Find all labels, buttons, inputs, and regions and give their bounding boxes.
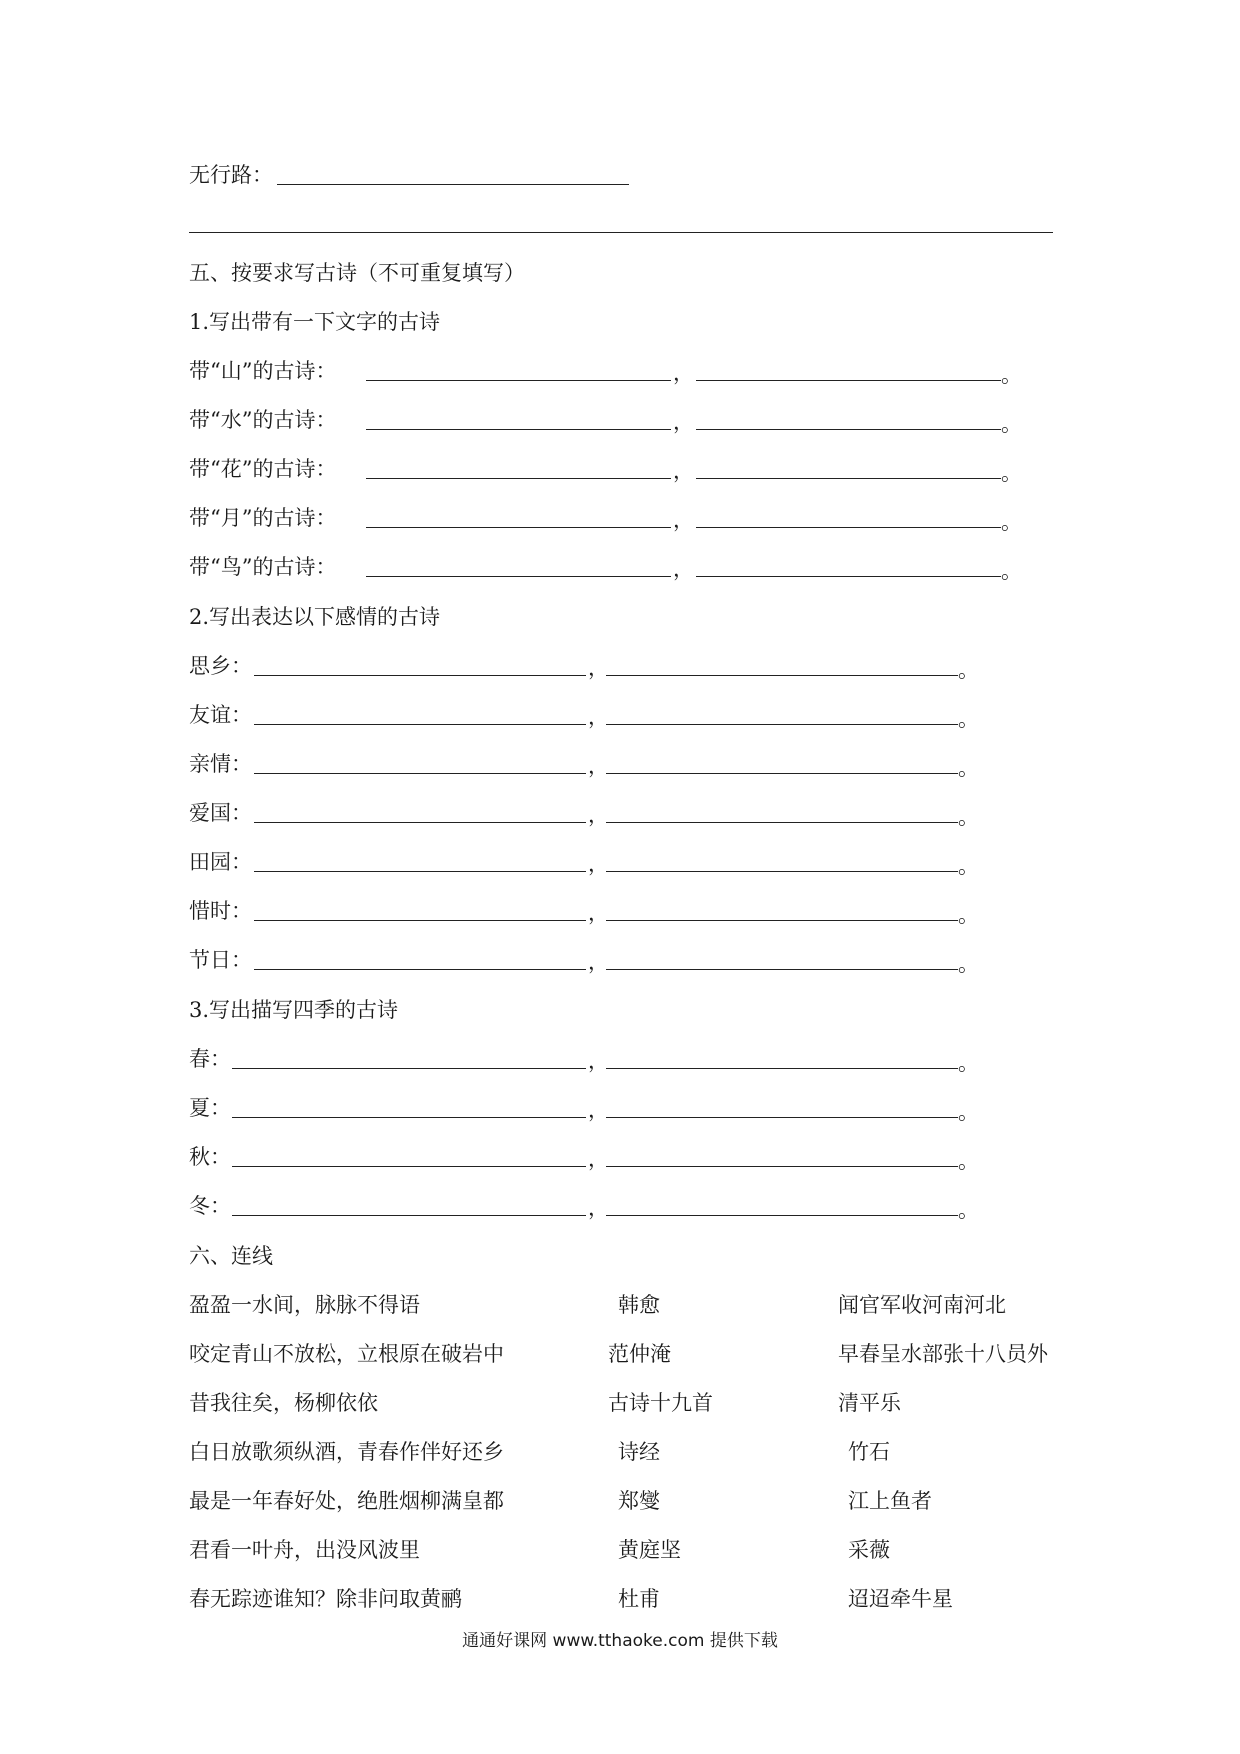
match-verse[interactable]: 盈盈一水间，脉脉不得语 xyxy=(189,1293,420,1317)
part3-period: 。 xyxy=(958,1198,979,1222)
part3-blank-second[interactable] xyxy=(606,1215,958,1216)
part1-comma: ， xyxy=(673,508,694,532)
part3-blank-second[interactable] xyxy=(606,1068,958,1069)
part2-comma: ， xyxy=(588,754,609,778)
part3-blank-first[interactable] xyxy=(232,1166,586,1167)
part1-blank-second[interactable] xyxy=(696,478,1001,479)
part1-row-label: 带“月”的古诗： xyxy=(189,506,337,530)
part2-blank-second[interactable] xyxy=(606,920,958,921)
part1-blank-second[interactable] xyxy=(696,527,1001,528)
match-author[interactable]: 郑燮 xyxy=(618,1489,660,1513)
part2-comma: ， xyxy=(588,705,609,729)
part1-row-label: 带“水”的古诗： xyxy=(189,408,337,432)
match-author[interactable]: 杜甫 xyxy=(618,1587,660,1611)
match-verse[interactable]: 春无踪迹谁知？除非问取黄鹂 xyxy=(189,1587,462,1611)
part3-row-label: 冬： xyxy=(189,1194,231,1218)
match-title[interactable]: 早春呈水部张十八员外 xyxy=(838,1342,1048,1366)
part3-period: 。 xyxy=(958,1149,979,1173)
part1-blank-second[interactable] xyxy=(696,380,1001,381)
part1-comma: ， xyxy=(673,410,694,434)
top-item-label: 无行路： xyxy=(189,163,273,187)
part2-blank-first[interactable] xyxy=(254,969,586,970)
part2-blank-first[interactable] xyxy=(254,724,586,725)
section6-heading: 六、连线 xyxy=(189,1244,273,1268)
part2-row-label: 亲情： xyxy=(189,752,252,776)
match-title[interactable]: 采薇 xyxy=(848,1538,890,1562)
part2-blank-second[interactable] xyxy=(606,871,958,872)
match-verse[interactable]: 咬定青山不放松，立根原在破岩中 xyxy=(189,1342,504,1366)
match-author[interactable]: 诗经 xyxy=(618,1440,660,1464)
part2-blank-second[interactable] xyxy=(606,724,958,725)
match-title[interactable]: 竹石 xyxy=(848,1440,890,1464)
part1-period: 。 xyxy=(1001,559,1022,583)
part1-blank-first[interactable] xyxy=(366,527,671,528)
part2-period: 。 xyxy=(958,756,979,780)
part1-title: 1.写出带有一下文字的古诗 xyxy=(189,310,441,334)
part1-comma: ， xyxy=(673,459,694,483)
part2-blank-first[interactable] xyxy=(254,920,586,921)
part2-row-label: 爱国： xyxy=(189,801,252,825)
part3-blank-second[interactable] xyxy=(606,1117,958,1118)
part1-blank-first[interactable] xyxy=(366,576,671,577)
part2-row-label: 节日： xyxy=(189,948,252,972)
match-title[interactable]: 迢迢牵牛星 xyxy=(848,1587,953,1611)
part2-period: 。 xyxy=(958,805,979,829)
part3-comma: ， xyxy=(588,1147,609,1171)
part1-comma: ， xyxy=(673,557,694,581)
part3-comma: ， xyxy=(588,1049,609,1073)
part1-period: 。 xyxy=(1001,510,1022,534)
part3-comma: ， xyxy=(588,1196,609,1220)
match-title[interactable]: 闻官军收河南河北 xyxy=(838,1293,1006,1317)
part1-row-label: 带“山”的古诗： xyxy=(189,359,337,383)
part2-blank-first[interactable] xyxy=(254,773,586,774)
part3-period: 。 xyxy=(958,1051,979,1075)
part1-period: 。 xyxy=(1001,363,1022,387)
part1-blank-first[interactable] xyxy=(366,380,671,381)
part1-blank-first[interactable] xyxy=(366,478,671,479)
part3-row-label: 春： xyxy=(189,1047,231,1071)
part1-blank-first[interactable] xyxy=(366,429,671,430)
part2-row-label: 田园： xyxy=(189,850,252,874)
part2-blank-second[interactable] xyxy=(606,969,958,970)
part2-row-label: 友谊： xyxy=(189,703,252,727)
part2-blank-second[interactable] xyxy=(606,675,958,676)
part2-comma: ， xyxy=(588,656,609,680)
part2-period: 。 xyxy=(958,854,979,878)
part2-blank-second[interactable] xyxy=(606,822,958,823)
part3-title: 3.写出描写四季的古诗 xyxy=(189,998,399,1022)
part3-blank-first[interactable] xyxy=(232,1215,586,1216)
part1-blank-second[interactable] xyxy=(696,576,1001,577)
part2-comma: ， xyxy=(588,803,609,827)
part3-blank-second[interactable] xyxy=(606,1166,958,1167)
part3-blank-first[interactable] xyxy=(232,1117,586,1118)
part3-comma: ， xyxy=(588,1098,609,1122)
match-verse[interactable]: 昔我往矣，杨柳依依 xyxy=(189,1391,378,1415)
part2-period: 。 xyxy=(958,952,979,976)
part2-title: 2.写出表达以下感情的古诗 xyxy=(189,605,441,629)
section5-heading: 五、按要求写古诗（不可重复填写） xyxy=(189,261,525,285)
part1-row-label: 带“花”的古诗： xyxy=(189,457,337,481)
part2-blank-second[interactable] xyxy=(606,773,958,774)
footer-text: 通通好课网 www.tthaoke.com 提供下载 xyxy=(462,1631,778,1651)
part2-row-label: 惜时： xyxy=(189,899,252,923)
match-author[interactable]: 黄庭坚 xyxy=(618,1538,681,1562)
top-item-blank[interactable] xyxy=(277,184,629,185)
match-title[interactable]: 江上鱼者 xyxy=(848,1489,932,1513)
part1-blank-second[interactable] xyxy=(696,429,1001,430)
match-title[interactable]: 清平乐 xyxy=(838,1391,901,1415)
part2-blank-first[interactable] xyxy=(254,871,586,872)
section-divider xyxy=(189,232,1053,233)
part1-period: 。 xyxy=(1001,412,1022,436)
part3-blank-first[interactable] xyxy=(232,1068,586,1069)
part2-comma: ， xyxy=(588,901,609,925)
match-verse[interactable]: 君看一叶舟，出没风波里 xyxy=(189,1538,420,1562)
match-verse[interactable]: 白日放歌须纵酒，青春作伴好还乡 xyxy=(189,1440,504,1464)
match-author[interactable]: 古诗十九首 xyxy=(608,1391,713,1415)
part1-row-label: 带“鸟”的古诗： xyxy=(189,555,337,579)
part1-period: 。 xyxy=(1001,461,1022,485)
part2-period: 。 xyxy=(958,707,979,731)
part2-comma: ， xyxy=(588,950,609,974)
part2-blank-first[interactable] xyxy=(254,675,586,676)
match-author[interactable]: 韩愈 xyxy=(618,1293,660,1317)
part2-row-label: 思乡： xyxy=(189,654,252,678)
part3-row-label: 秋： xyxy=(189,1145,231,1169)
part1-comma: ， xyxy=(673,361,694,385)
match-author[interactable]: 范仲淹 xyxy=(608,1342,671,1366)
match-verse[interactable]: 最是一年春好处，绝胜烟柳满皇都 xyxy=(189,1489,504,1513)
part3-period: 。 xyxy=(958,1100,979,1124)
part3-row-label: 夏： xyxy=(189,1096,231,1120)
part2-comma: ， xyxy=(588,852,609,876)
part2-period: 。 xyxy=(958,903,979,927)
part2-period: 。 xyxy=(958,658,979,682)
part2-blank-first[interactable] xyxy=(254,822,586,823)
